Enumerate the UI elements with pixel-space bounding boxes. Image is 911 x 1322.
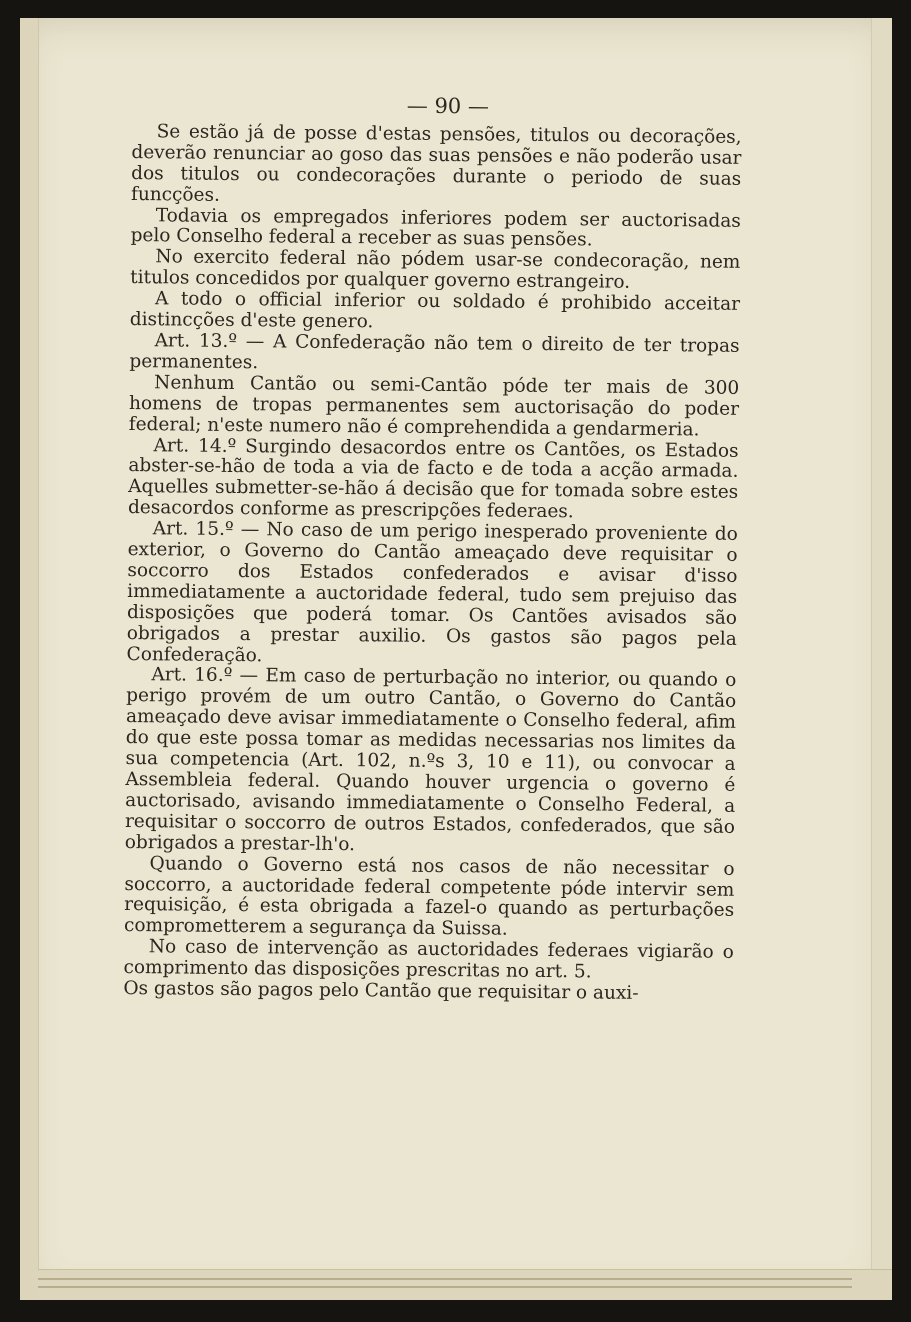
right-page-edge	[871, 18, 892, 1300]
paragraph: Nenhum Cantão ou semi-Cantão póde ter mais de 300 homens de tropas permanentes sem auctorisação do poder federal; n'este numero não é comprehendida a gendarmeria.	[128, 372, 740, 441]
paragraph: Quando o Governo está nos casos de não necessitar o soccorro, a auctoridade federal competente póde intervir sem requisição, é esta obrigada a fazel-o quando as perturbações comprometterem a segurança da Suissa.	[123, 852, 735, 940]
paragraph: Art. 14.º Surgindo desacordos entre os Cantões, os Estados abster-se-hão de toda a via de facto e de toda a acção armada. Aquelles submetter-se-hão á decisão que for tomada sobre estes desacordos conforme as prescripções federaes.	[127, 434, 739, 523]
paragraph: Todavia os empregados inferiores podem ser auctorisadas pelo Conselho federal a receber as suas pensões.	[130, 204, 741, 251]
paragraph: No exercito federal não pódem usar-se condecoração, nem titulos concedidos por qualquer governo estrangeiro.	[130, 246, 741, 294]
edge-line	[38, 1278, 852, 1280]
paragraph: No caso de intervenção as auctoridades federaes vigiarão o comprimento das disposições prescritas no art. 5.	[123, 936, 734, 983]
paragraph: Art. 13.º — A Confederação não tem o direito de ter tropas permanentes.	[129, 330, 740, 374]
bottom-page-edge	[38, 1269, 892, 1300]
paragraph: Se estão já de posse d'estas pensões, titulos ou decorações, deverão renunciar ao goso das suas pensões e não poderão usar dos titulos ou condecorações durante o periodo de suas funcções.	[130, 121, 742, 206]
edge-line	[38, 1286, 852, 1288]
paragraph: Art. 15.º — No caso de um perigo inesperado proveniente do exterior, o Governo do Cantão ameaçado deve requisitar o soccorro dos Estados confederados e avisar d'isso immediatamente a auctoridade federal, tudo sem prejuiso das disposições que poderá tomar. Os Cantões avisados são obrigados a prestar auxilio. Os gastos são pagos pela Confederação.	[126, 518, 738, 666]
paragraph: A todo o official inferior ou soldado é prohibido acceitar distincções d'este genero.	[129, 288, 741, 333]
binding-edge	[20, 18, 39, 1300]
paragraph: Art. 16.º — Em caso de perturbação no interior, ou quando o perigo provém de um outro Cantão, o Governo do Cantão ameaçado deve avisar immediatamente o Conselho federal, afim do que este possa tomar as medidas necessarias nos limites da sua competencia (Art. 102, n.ºs 3, 10 e 11), ou convocar a Assembleia federal. Quando houver urgencia o governo é auctorisado, avisando immediatamente o Conselho Federal, a requisitar o soccorro de outros Estados, confederados, que são obrigados a prestar-lh'o.	[124, 664, 737, 855]
last-line: Os gastos são pagos pelo Cantão que requisitar o auxi-	[123, 978, 639, 1004]
body-text	[123, 93, 742, 1006]
page-number: — 90 —	[406, 93, 490, 119]
